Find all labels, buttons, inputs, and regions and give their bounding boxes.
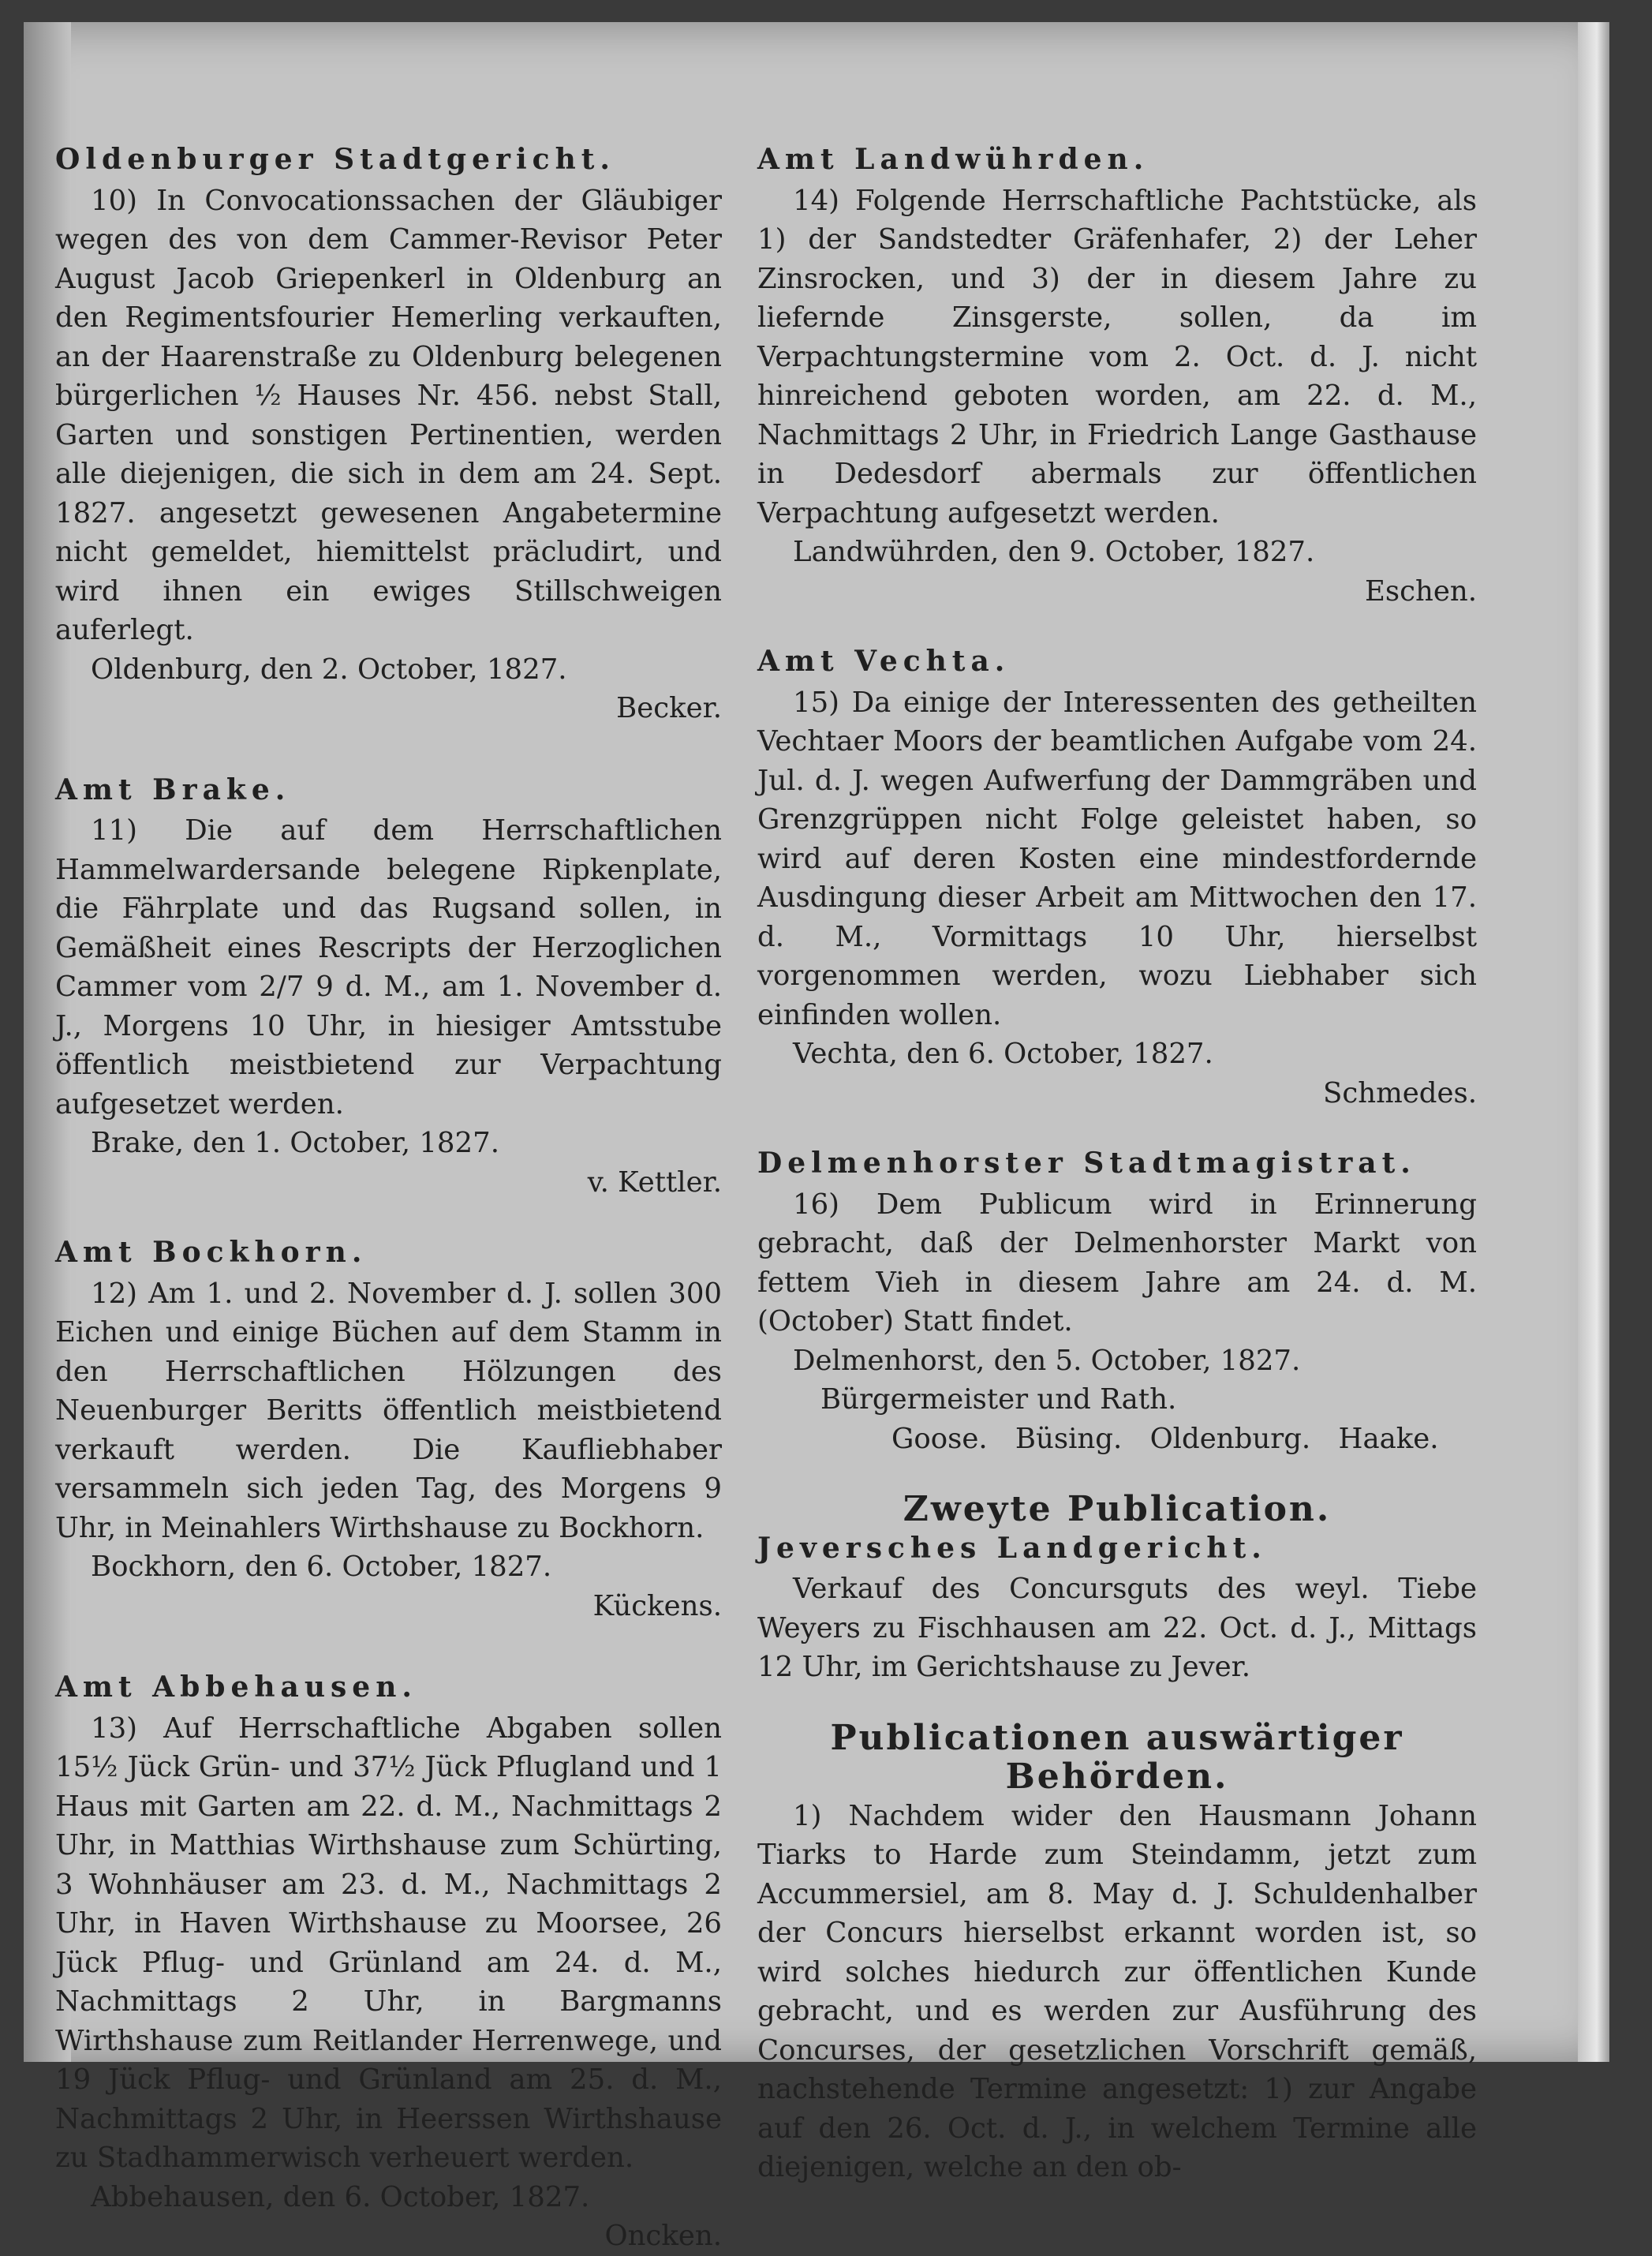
notice-amt-landwuehrden — [757, 140, 1477, 611]
signature: Eschen. — [1364, 574, 1477, 608]
notice-text: 13) Auf Herrschaftliche Abgaben sollen 15½ Jück Grün- und 37½ Jück Pflugland und 1 Haus mit Garten am 22. d. M., Nachmittags 2 Uhr, in Matthias Wirthshause zum Schürting, 3 Wohnhäuser am 23. d. M., Nachmittags 2 Uhr, in Haven Wirthshause zu Moorsee, 26 Jück Pflug- und Grünland am 24. d. M., Nachmittags 2 Uhr, in Bargmanns Wirthshause zum Reitlander Herrenwege, und 19 Jück Pflug- und Grünland am 25. d. M., Nachmittags 2 Uhr, in Heerssen Wirthshause zu Stadhammerwisch verheuert werden. — [55, 1712, 722, 2174]
notice-text: 15) Da einige der Interessenten des getheilten Vechtaer Moors der beamtlichen Aufgabe vom 24. Jul. d. J. wegen Aufwerfung der Dammgräben und Grenzgrüppen nicht Folge geleistet haben, so wird auf deren Kosten eine mindestfordernde Ausdingung dieser Arbeit am Mittwochen den 17. d. M., Vormittags 10 Uhr, hierselbst vorgenommen werden, wozu Liebhaber sich einfinden wollen. — [757, 686, 1477, 1031]
signature: Kückens. — [592, 1589, 722, 1622]
signature: Becker. — [616, 692, 722, 724]
publicationen-auswaertiger-behoerden — [757, 1719, 1477, 2187]
section-heading: Amt Abbehausen. — [55, 1670, 417, 1704]
page-right-edge — [1578, 22, 1609, 2062]
dateline: Abbehausen, den 6. October, 1827. — [91, 2180, 590, 2213]
dateline: Delmenhorst, den 5. October, 1827. — [793, 1344, 1301, 1377]
publication-title: Zweyte Publication. — [903, 1489, 1332, 1529]
notice-text: 16) Dem Publicum wird in Erinnerung gebracht, daß der Delmenhorster Markt von fettem Vieh in diesem Jahre am 24. d. M. (October) Statt findet. — [757, 1188, 1477, 1338]
signature: Schmedes. — [1323, 1076, 1477, 1109]
notice-text: 10) In Convocationssachen der Gläubiger wegen des von dem Cammer-Revisor Peter August Jacob Griepenkerl in Oldenburg an den Regimentsfourier Hemerling verkauften, an der Haarenstraße zu Oldenburg belegenen bürgerlichen ½ Hauses Nr. 456. nebst Stall, Garten und sonstigen Pertinentien, werden alle diejenigen, die sich in dem am 24. Sept. 1827. angesetzt gewesenen Angabetermine nicht gemeldet, hiemittelst präcludirt, und wird ihnen ein ewiges Stillschweigen auferlegt. — [55, 184, 722, 646]
publication-title: Publicationen auswärtiger Behörden. — [830, 1717, 1404, 1797]
notice-amt-abbehausen — [55, 1668, 722, 2256]
right-column — [757, 140, 1477, 2187]
section-heading: Jeversches Landgericht. — [757, 1531, 1267, 1565]
notice-amt-bockhorn — [55, 1233, 722, 1626]
section-heading: Oldenburger Stadtgericht. — [55, 143, 615, 176]
dateline: Landwührden, den 9. October, 1827. — [793, 536, 1315, 568]
section-heading: Delmenhorster Stadtmagistrat. — [757, 1147, 1416, 1180]
dateline: Vechta, den 6. October, 1827. — [793, 1038, 1213, 1070]
notice-delmenhorster-stadtmagistrat — [757, 1144, 1477, 1458]
dateline: Oldenburg, den 2. October, 1827. — [91, 653, 567, 686]
left-column — [55, 140, 722, 2256]
notice-text: 14) Folgende Herrschaftliche Pachtstücke, als 1) der Sandstedter Gräfenhafer, 2) der Leher Zinsrocken, und 3) der in diesem Jahre zu liefernde Zinsgerste, sollen, da im Verpachtungstermine vom 2. Oct. d. J. nicht hinreichend geboten worden, am 22. d. M., Nachmittags 2 Uhr, in Friedrich Lange Gasthause in Dedesdorf abermals zur öffentlichen Verpachtung aufgesetzt werden. — [757, 184, 1477, 529]
notice-text: Verkauf des Concursguts des weyl. Tiebe Weyers zu Fischhausen am 22. Oct. d. J., Mittags 12 Uhr, im Gerichtshause zu Jever. — [757, 1573, 1477, 1683]
document-page — [24, 22, 1609, 2252]
notice-text: 1) Nachdem wider den Hausmann Johann Tiarks to Harde zum Steindamm, jetzt zum Accummersiel, am 8. May d. J. Schuldenhalber der Concurs hierselbst erkannt worden ist, so wird solches hiedurch zur öffentlichen Kunde gebracht, und es werden zur Ausführung des Concurses, der gesetzlichen Vorschrift gemäß, nachstehende Termine angesetzt: 1) zur Angabe auf den 26. Oct. d. J., in welchem Termine alle diejenigen, welche an den ob- — [757, 1799, 1477, 2183]
zweyte-publication — [757, 1490, 1477, 1687]
section-heading: Amt Bockhorn. — [55, 1236, 368, 1269]
signature: v. Kettler. — [587, 1165, 722, 1199]
signature: Oncken. — [604, 2220, 722, 2252]
notice-amt-vechta — [757, 642, 1477, 1113]
section-heading: Amt Landwührden. — [757, 143, 1149, 176]
section-heading: Amt Vechta. — [757, 645, 1011, 678]
dateline: Bockhorn, den 6. October, 1827. — [91, 1551, 552, 1583]
signature-names: Goose. Büsing. Oldenburg. Haake. — [891, 1422, 1439, 1455]
signature-title: Bürgermeister und Rath. — [820, 1383, 1177, 1416]
notice-oldenburger-stadtgericht — [55, 140, 722, 728]
notice-text: 11) Die auf dem Herrschaftlichen Hammelwardersande belegene Ripkenplate, die Fährplate und das Rugsand sollen, in Gemäßheit eines Rescripts der Herzoglichen Cammer vom 2/7 9 d. M., am 1. November d. J., Morgens 10 Uhr, in hiesiger Amtsstube öffentlich meistbietend zur Verpachtung aufgesetzet werden. — [55, 814, 722, 1121]
dateline: Brake, den 1. October, 1827. — [91, 1127, 499, 1159]
notice-text: 12) Am 1. und 2. November d. J. sollen 300 Eichen und einige Büchen auf dem Stamm in den Herrschaftlichen Hölzungen des Neuenburger Beritts öffentlich meistbietend verkauft werden. Die Kaufliebhaber versammeln sich jeden Tag, des Morgens 9 Uhr, in Meinahlers Wirthshause zu Bockhorn. — [55, 1277, 722, 1544]
notice-amt-brake — [55, 771, 722, 1203]
section-heading: Amt Brake. — [55, 773, 291, 806]
